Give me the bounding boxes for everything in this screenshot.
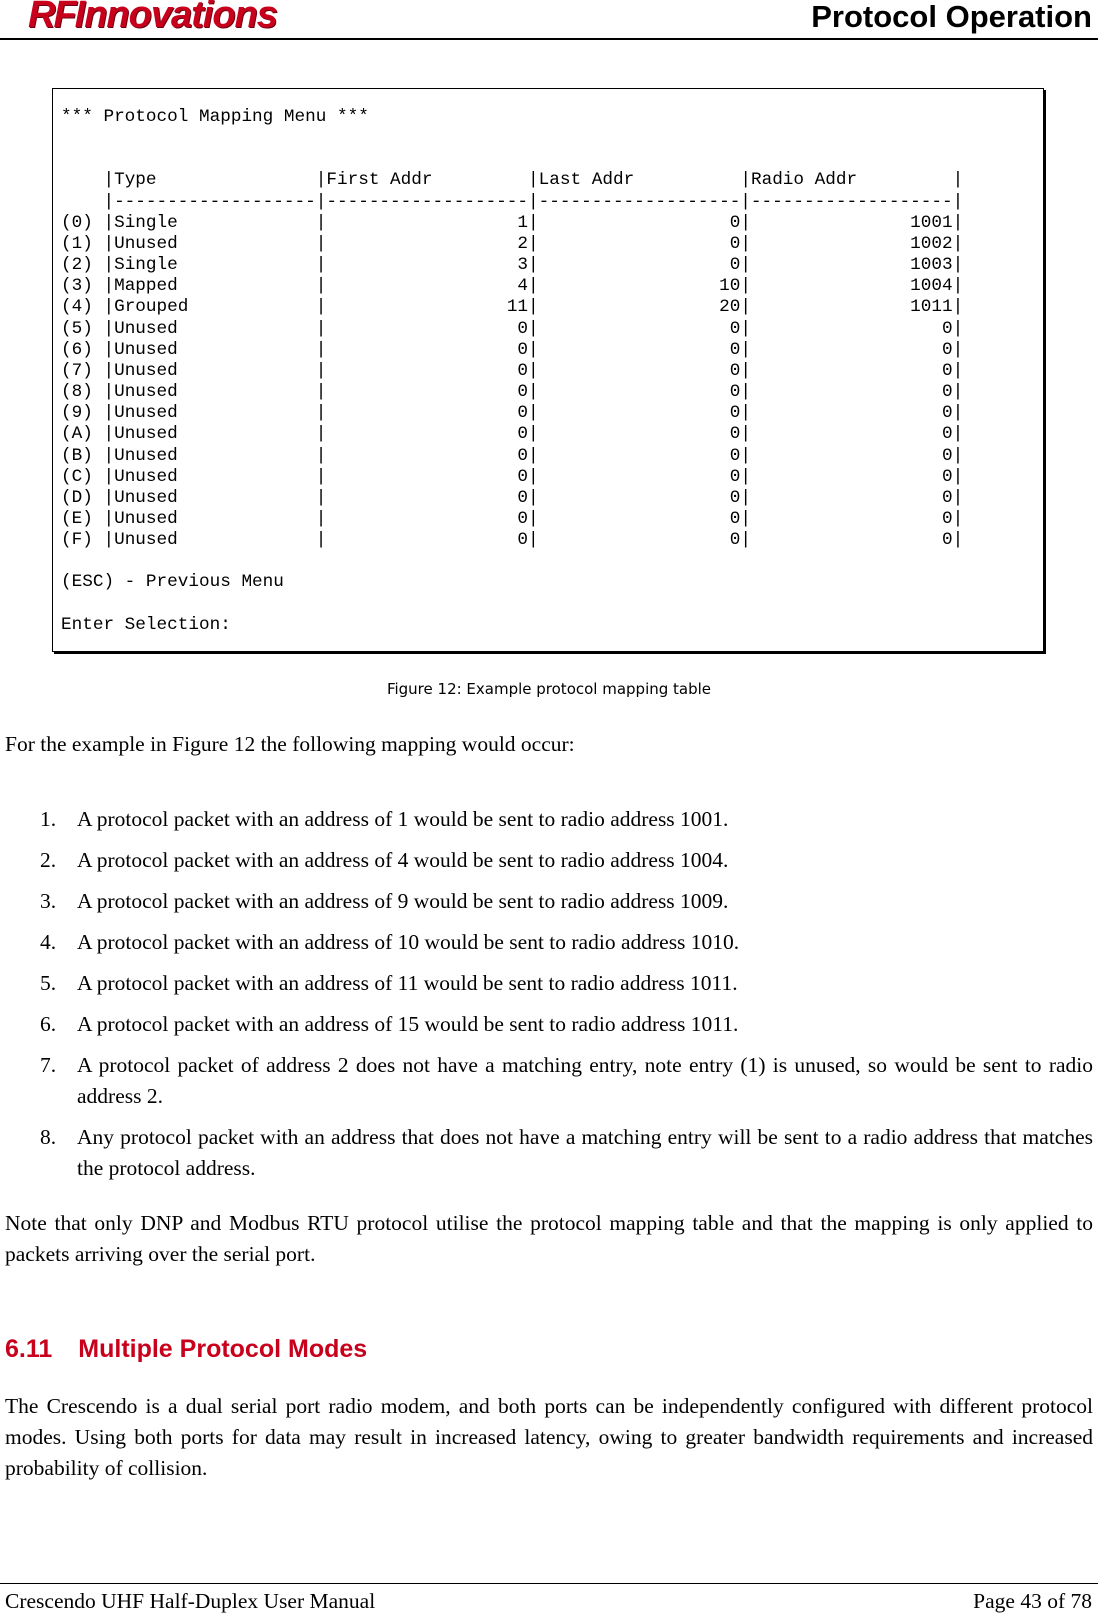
row-last-addr: 0	[538, 487, 741, 508]
row-key: (1)	[61, 233, 93, 254]
row-key: (8)	[61, 382, 93, 403]
rf-innovations-logo: RFInnovations	[28, 0, 277, 36]
row-key: (5)	[61, 318, 93, 339]
row-key: (3)	[61, 276, 93, 297]
row-radio-addr: 0	[750, 360, 953, 381]
row-first-addr: 0	[326, 487, 529, 508]
table-header-cell: First Addr	[326, 170, 529, 191]
row-key: (9)	[61, 403, 93, 424]
list-item-text: A protocol packet with an address of 15 would be sent to radio address 1011.	[77, 1012, 739, 1036]
section-heading	[5, 1335, 367, 1364]
row-key: (D)	[61, 487, 93, 508]
row-last-addr: 0	[538, 466, 741, 487]
row-last-addr: 0	[538, 212, 741, 233]
row-key: (6)	[61, 339, 93, 360]
row-last-addr: 0	[538, 255, 741, 276]
list-item-text: A protocol packet with an address of 11 would be sent to radio address 1011.	[77, 971, 738, 995]
list-item-text: Any protocol packet with an address that does not have a matching entry will be sent to a radio address that matches the protocol address.	[77, 1125, 1093, 1180]
list-item-text: A protocol packet of address 2 does not have a matching entry, note entry (1) is unused, so would be sent to radio address 2.	[77, 1053, 1093, 1108]
row-type: Unused	[114, 233, 316, 254]
row-first-addr: 0	[326, 360, 529, 381]
list-item-number: 7.	[40, 1053, 57, 1077]
table-header-cell: Type	[114, 170, 316, 191]
row-last-addr: 0	[538, 508, 741, 529]
list-item	[0, 1050, 1098, 1112]
row-radio-addr: 0	[750, 445, 953, 466]
row-radio-addr: 1002	[750, 233, 953, 254]
row-type: Unused	[114, 403, 316, 424]
terminal-screenshot	[52, 88, 1044, 652]
row-last-addr: 0	[538, 382, 741, 403]
row-key: (E)	[61, 508, 93, 529]
esc-option: (ESC) - Previous Menu	[61, 572, 284, 593]
section-number: 6.11	[5, 1335, 53, 1363]
row-type: Unused	[114, 360, 316, 381]
page-header	[0, 0, 1098, 40]
row-type: Unused	[114, 445, 316, 466]
row-key: (B)	[61, 445, 93, 466]
row-first-addr: 0	[326, 318, 529, 339]
list-item-number: 6.	[40, 1012, 57, 1036]
list-item-number: 3.	[40, 889, 57, 913]
table-row: (8) |Unused | 0| 0| 0|	[61, 382, 964, 403]
table-row: (E) |Unused | 0| 0| 0|	[61, 508, 964, 529]
row-radio-addr: 0	[750, 466, 953, 487]
row-type: Unused	[114, 318, 316, 339]
section-title: Multiple Protocol Modes	[78, 1335, 368, 1363]
row-key: (C)	[61, 466, 93, 487]
row-key: (7)	[61, 360, 93, 381]
row-key: (A)	[61, 424, 93, 445]
list-item-number: 2.	[40, 848, 57, 872]
table-row: (A) |Unused | 0| 0| 0|	[61, 424, 964, 445]
row-last-addr: 20	[538, 297, 741, 318]
row-key: (2)	[61, 255, 93, 276]
row-type: Unused	[114, 508, 316, 529]
row-type: Unused	[114, 530, 316, 551]
row-last-addr: 0	[538, 339, 741, 360]
row-first-addr: 2	[326, 233, 529, 254]
table-row: (D) |Unused | 0| 0| 0|	[61, 487, 964, 508]
table-row: (4) |Grouped | 11| 20| 1011|	[61, 297, 964, 318]
row-first-addr: 0	[326, 382, 529, 403]
list-item-number: 5.	[40, 971, 57, 995]
row-radio-addr: 0	[750, 339, 953, 360]
figure-caption: Figure 12: Example protocol mapping table	[386, 680, 712, 698]
note-paragraph: Note that only DNP and Modbus RTU protocol utilise the protocol mapping table and that the mapping is only applied to packets arriving over the serial port.	[5, 1211, 1093, 1266]
row-last-addr: 0	[538, 530, 741, 551]
row-radio-addr: 0	[750, 530, 953, 551]
row-first-addr: 0	[326, 424, 529, 445]
row-key: (4)	[61, 297, 93, 318]
row-last-addr: 0	[538, 233, 741, 254]
row-type: Unused	[114, 382, 316, 403]
row-first-addr: 0	[326, 445, 529, 466]
row-key: (F)	[61, 530, 93, 551]
row-radio-addr: 0	[750, 403, 953, 424]
table-row: (6) |Unused | 0| 0| 0|	[61, 339, 964, 360]
table-row: (C) |Unused | 0| 0| 0|	[61, 466, 964, 487]
list-item	[0, 968, 1098, 999]
page-footer	[0, 1583, 1098, 1619]
row-last-addr: 10	[538, 276, 741, 297]
mapping-examples-list	[0, 804, 1098, 1194]
list-item	[0, 927, 1098, 958]
row-type: Unused	[114, 424, 316, 445]
list-item-text: A protocol packet with an address of 10 would be sent to radio address 1010.	[77, 930, 740, 954]
table-row: (7) |Unused | 0| 0| 0|	[61, 360, 964, 381]
row-type: Single	[114, 212, 316, 233]
list-item	[0, 1009, 1098, 1040]
list-item-text: A protocol packet with an address of 9 would be sent to radio address 1009.	[77, 889, 729, 913]
row-first-addr: 0	[326, 508, 529, 529]
section-body: The Crescendo is a dual serial port radio modem, and both ports can be independently configured with different protocol modes. Using both ports for data may result in increased latency, owing to greater bandwidth requirements and increased probability of collision.	[5, 1394, 1093, 1480]
row-radio-addr: 1011	[750, 297, 953, 318]
row-last-addr: 0	[538, 403, 741, 424]
footer-page-number: Page 43 of 78	[973, 1589, 1092, 1613]
row-first-addr: 11	[326, 297, 529, 318]
list-item-text: A protocol packet with an address of 1 would be sent to radio address 1001.	[77, 807, 729, 831]
row-first-addr: 3	[326, 255, 529, 276]
row-radio-addr: 1003	[750, 255, 953, 276]
row-first-addr: 0	[326, 403, 529, 424]
row-type: Grouped	[114, 297, 316, 318]
footer-manual-title: Crescendo UHF Half-Duplex User Manual	[5, 1589, 376, 1613]
table-header-cell: Radio Addr	[750, 170, 953, 191]
list-item-text: A protocol packet with an address of 4 would be sent to radio address 1004.	[77, 848, 729, 872]
row-first-addr: 0	[326, 466, 529, 487]
terminal-text	[61, 107, 1043, 636]
table-row: (F) |Unused | 0| 0| 0|	[61, 530, 964, 551]
list-item-number: 4.	[40, 930, 57, 954]
row-radio-addr: 0	[750, 318, 953, 339]
row-radio-addr: 1001	[750, 212, 953, 233]
row-type: Unused	[114, 466, 316, 487]
row-type: Unused	[114, 339, 316, 360]
row-radio-addr: 0	[750, 487, 953, 508]
row-first-addr: 0	[326, 530, 529, 551]
table-row: (0) |Single | 1| 0| 1001|	[61, 212, 964, 233]
row-last-addr: 0	[538, 424, 741, 445]
row-first-addr: 1	[326, 212, 529, 233]
list-item-number: 1.	[40, 807, 57, 831]
header-title: Protocol Operation	[811, 0, 1092, 34]
table-header-cell: Last Addr	[538, 170, 741, 191]
menu-title: *** Protocol Mapping Menu ***	[61, 107, 369, 127]
row-radio-addr: 0	[750, 508, 953, 529]
list-item	[0, 804, 1098, 835]
table-row: (9) |Unused | 0| 0| 0|	[61, 403, 964, 424]
table-row: (B) |Unused | 0| 0| 0|	[61, 445, 964, 466]
selection-prompt: Enter Selection:	[61, 614, 231, 635]
list-item	[0, 845, 1098, 876]
row-last-addr: 0	[538, 445, 741, 466]
row-key: (0)	[61, 212, 93, 233]
list-item	[0, 1122, 1098, 1184]
row-radio-addr: 1004	[750, 276, 953, 297]
row-type: Mapped	[114, 276, 316, 297]
row-last-addr: 0	[538, 318, 741, 339]
list-item-number: 8.	[40, 1125, 57, 1149]
intro-paragraph: For the example in Figure 12 the following mapping would occur:	[5, 732, 575, 756]
list-item	[0, 886, 1098, 917]
row-first-addr: 4	[326, 276, 529, 297]
table-row: (2) |Single | 3| 0| 1003|	[61, 255, 964, 276]
row-first-addr: 0	[326, 339, 529, 360]
row-type: Unused	[114, 487, 316, 508]
row-radio-addr: 0	[750, 424, 953, 445]
row-type: Single	[114, 255, 316, 276]
table-row: (3) |Mapped | 4| 10| 1004|	[61, 276, 964, 297]
table-row: (1) |Unused | 2| 0| 1002|	[61, 233, 964, 254]
row-last-addr: 0	[538, 360, 741, 381]
row-radio-addr: 0	[750, 382, 953, 403]
table-row: (5) |Unused | 0| 0| 0|	[61, 318, 964, 339]
mapping-table: |Type |First Addr |Last Addr |Radio Addr | |-------------------|-------------------|-------------------|-------------------| (0) |Single | 1| 0| 1001| (1) |Unused | 2| 0| 1002| (2) |Single | 3| 0| 1003| (3) |Mapped | 4| 10| 1004| (4) |Grouped | 11| 20| 1011| (5) |Unused | 0| 0| 0| (6) |Unused | 0| 0| 0| (7) |Unused | 0| 0| 0| (8) |Unused | 0| 0| 0| (9) |Unused | 0| 0| 0| (A) |Unused | 0| 0| 0| (B) |Unused | 0| 0| 0| (C) |Unused | 0| 0| 0| (D) |Unused | 0| 0| 0| (E) |Unused | 0| 0| 0| (F) |Unused | 0| 0| 0|	[61, 170, 964, 551]
